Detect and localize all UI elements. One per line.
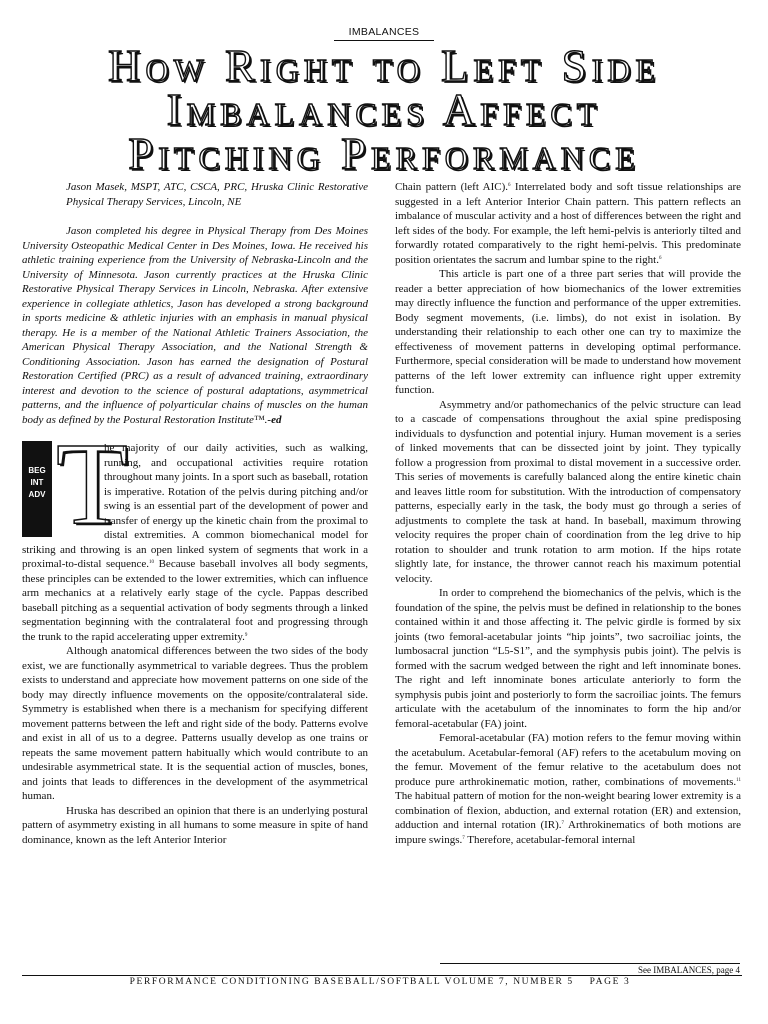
reference-7a: 7 (561, 821, 565, 826)
title-line-2: Imbalances Affect (166, 85, 602, 135)
right-p1-text-b: Interrelated body and soft tissue relationships are suggested in a left Anterior Interior Chain pattern. This pattern reflects an imbalance of muscular activity and a host of differences between the right and left sides of the body. For example, the left hemi-pelvis is anteriorly tilted and forwardly rotated comparatively to the right hemi-pelvis. This predominate position orientates the sacrum and lumbar spine to the right. (395, 181, 741, 266)
bio-paragraph (22, 224, 368, 427)
difficulty-badge (22, 441, 52, 537)
section-kicker: IMBALANCES (334, 26, 434, 41)
article-title (0, 41, 768, 179)
right-p5-text-d: Therefore, acetabular-femoral internal (464, 833, 636, 846)
reference-7b: 7 (462, 835, 465, 841)
left-paragraph-2: Although anatomical differences between the two sides of the body exist, we are functionally asymmetrical to variable degrees. Thus the problem exists to understand and appreciate how movement patterns on one side of the body may directly influence movements on the opposite/contralateral side. Symmetry is established when there is a mechanism for specifying different movement patterns between the left and right side of the body. Patterns evolve and exist in all of us to a degree. Patterns usually develop as one trains or repeats the same movement pattern habitually which would contribute to an undesirable asymmetrical state. It is the sequential action of muscles, bones, and joints that leads to differences in the development of the asymmetrical human. (22, 645, 368, 802)
reference-6b: 6 (658, 255, 662, 261)
reference-11: 11 (736, 777, 741, 783)
footer-rule (22, 975, 742, 976)
left-p1-text-b: Because baseball involves all body segments, these principles can be extended to the lower extremities, which can influence arm mechanics at a relatively early stage of the cycle. Pappas described baseball pitching as a sequential activation of body segments through a linked segmentation beginning with the contralateral foot and progressing through the trunk to the rapid accelerating upper extremity. (22, 558, 368, 643)
right-p1-text-a: Chain pattern (left AIC). (395, 181, 509, 193)
reference-6a: 6 (508, 183, 511, 188)
author-byline: Jason Masek, MSPT, ATC, CSCA, PRC, Hruska Clinic Restorative Physical Therapy Services, Lincoln, NE (66, 181, 368, 208)
author-bio (22, 180, 368, 427)
badge-beg: BEG (28, 466, 46, 475)
title-line-1: How Right to Left Side (107, 41, 661, 91)
right-paragraph-2: This article is part one of a three part series that will provide the reader a better appreciation of how biomechanics of the lower extremities may directly influence the function and performance of the upper extremities. Body segment movements, (i.e. limbs), do not exist in isolation. By understanding their relationship to each other one can try to maximize the effectiveness of movement patterns in developing optimal performance. Furthermore, special consideration will be made to understand how movement patterns of the left lower extremity can influence right upper extremity function. (395, 268, 741, 396)
right-p5-text-b: The habitual pattern of motion for the non-weight bearing lower extremity is a combination of flexion, abduction, and external rotation (ER) and extension, adduction and internal rotation (IR). (395, 790, 741, 831)
right-column (395, 180, 741, 847)
right-paragraph-5 (395, 731, 741, 847)
right-paragraph-1 (395, 180, 741, 267)
reference-10: 10 (149, 560, 155, 565)
bio-text: Jason completed his degree in Physical Therapy from Des Moines University Osteopathic Medical Center in Des Moines, Iowa. He received his athletic training experience from the University of Nebraska-Lincoln and the University of Minnesota. Jason currently practices at the Hruska Clinic Restorative Physical Therapy Services in Lincoln, Nebraska. After extensive experience in collegiate athletics, Jason has developed a strong background in sports medicine & athletic injuries with an emphasis in manual physical therapy. He is a member of the National Athletic Trainers Association, the American Physical Therapy Association, and the National Strength & Conditioning Association. Jason has earned the designation of Postural Restoration Certified (PRC) as a result of advanced training, extraordinary interest and devotion to the science of postural adaptations, asymmetrical patterns, and the influence of polyarticular chains of muscles on the human body as defined by the Postural Restoration Institute™. (22, 225, 368, 426)
reference-9: 9 (244, 632, 248, 638)
left-column (22, 180, 368, 847)
right-paragraph-3: Asymmetry and/or pathomechanics of the pelvic structure can lead to a cascade of compensations throughout the axial spine predisposing individuals to dysfunction and potential injury. Human movement is a series of linked movements that can be dissected joint by joint. They typically follow a progression from proximal to distal movement in a successive order. This series of movements is carefully balanced along the entire kinetic chain and leaves little room for substitution. With the introduction of compensatory patterns, especially early in the task, the body must go through a series of adjustments to complete the task at hand. In baseball, maximum throwing velocity requires the proper chain of coordination from the leg drive to hip rotation to shoulder and trunk rotation to arm motion. If the hips rotate slightly late, for instance, the thrower cannot reach his maximum potential velocity. (395, 398, 741, 585)
left-p1-text-a: he majority of our daily activities, such as walking, running, and occupational activities require rotation throughout many joints. In a sport such as baseball, rotation is imperative. Rotation of the pelvis during pitching and/or swing is an essential part of the development of power and transfer of energy up the kinetic chain from the proximal to distal extremities. A common biomechanical model for striking and throwing is an open linked system of segments that work in a proximal-to-distal sequence. (22, 442, 368, 570)
badge-adv: ADV (28, 490, 46, 499)
page-footer: PERFORMANCE CONDITIONING BASEBALL/SOFTBALL VOLUME 7, NUMBER 5 PAGE 3 (129, 977, 631, 987)
editor-mark: -ed (267, 413, 282, 426)
badge-int: INT (30, 478, 44, 487)
right-paragraph-4: In order to comprehend the biomechanics of the pelvis, which is the foundation of the spine, the pelvis must be defined in relationship to the bones contained within it and those affecting it. The pelvic girdle is formed by six joints (two femoral-acetabular joints “hip joints”, two sacroiliac joints, the lumbosacral junction “L5-S1”, and the symphysis pubis joint). The pelvis is formed with the sacrum wedged between the right and left innominate bones. The right and left innominate bones articulate anteriorly to form the symphysis pubis joint and posteriorly to form the sacroiliac joints. The femurs articulate with the acetabulum of the innominates to form the hip and/or femoral-acetabular (FA) joint. (395, 587, 741, 730)
right-p5-text-c: Arthrokinematics of both motions are impure swings. (395, 819, 742, 846)
continued-link[interactable]: See IMBALANCES, page 4 (440, 963, 740, 975)
left-paragraph-3: Hruska has described an opinion that there is an underlying postural pattern of asymmetry existing in all humans to some measure in spite of hand dominance, known as the left Anterior Interior (22, 804, 368, 846)
article-opening (22, 418, 368, 644)
drop-cap: T (56, 418, 129, 549)
right-p5-text-a: Femoral-acetabular (FA) motion refers to the femur moving within the acetabulum. Acetabular-femoral (AF) refers to the acetabulum moving on the femur. Movement of the femur relative to the acetabulum does not produce pure arthrokinematic motion, rather, combinations of movements. (395, 732, 741, 788)
title-line-3: Pitching Performance (128, 129, 640, 179)
